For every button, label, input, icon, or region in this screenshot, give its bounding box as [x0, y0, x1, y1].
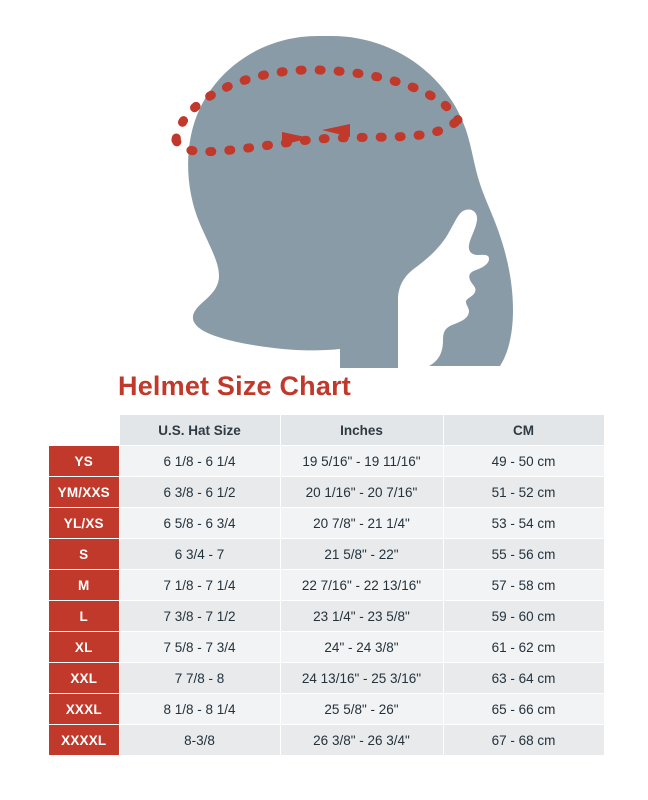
size-chart-table: [48, 414, 605, 756]
cell-us-hat-size: 6 5/8 - 6 3/4: [119, 508, 280, 539]
cell-inches: 24" - 24 3/8": [280, 632, 443, 663]
column-header-us-hat-size: U.S. Hat Size: [119, 415, 280, 446]
cell-inches: 25 5/8" - 26": [280, 694, 443, 725]
cell-cm: 67 - 68 cm: [443, 725, 604, 756]
cell-cm: 53 - 54 cm: [443, 508, 604, 539]
table-row: [49, 694, 605, 725]
column-header-cm: CM: [443, 415, 604, 446]
cell-us-hat-size: 7 1/8 - 7 1/4: [119, 570, 280, 601]
head-silhouette: [188, 36, 513, 368]
cell-cm: 61 - 62 cm: [443, 632, 604, 663]
cell-cm: 63 - 64 cm: [443, 663, 604, 694]
size-chart-container: [0, 402, 648, 756]
table-row: [49, 725, 605, 756]
size-label: XXXXL: [49, 725, 120, 756]
cell-inches: 20 1/16" - 20 7/16": [280, 477, 443, 508]
cell-inches: 20 7/8" - 21 1/4": [280, 508, 443, 539]
cell-us-hat-size: 6 3/4 - 7: [119, 539, 280, 570]
table-row: [49, 539, 605, 570]
table-row: [49, 477, 605, 508]
cell-us-hat-size: 8-3/8: [119, 725, 280, 756]
table-body: [49, 446, 605, 756]
table-row: [49, 663, 605, 694]
column-header-inches: Inches: [280, 415, 443, 446]
cell-us-hat-size: 8 1/8 - 8 1/4: [119, 694, 280, 725]
head-measurement-illustration: [0, 0, 648, 370]
table-row: [49, 570, 605, 601]
size-label: L: [49, 601, 120, 632]
cell-us-hat-size: 6 1/8 - 6 1/4: [119, 446, 280, 477]
cell-inches: 26 3/8" - 26 3/4": [280, 725, 443, 756]
size-label: YM/XXS: [49, 477, 120, 508]
size-label: YS: [49, 446, 120, 477]
cell-cm: 55 - 56 cm: [443, 539, 604, 570]
table-row: [49, 446, 605, 477]
cell-us-hat-size: 6 3/8 - 6 1/2: [119, 477, 280, 508]
cell-us-hat-size: 7 7/8 - 8: [119, 663, 280, 694]
cell-us-hat-size: 7 5/8 - 7 3/4: [119, 632, 280, 663]
cell-cm: 49 - 50 cm: [443, 446, 604, 477]
table-header: [49, 415, 605, 446]
cell-inches: 24 13/16" - 25 3/16": [280, 663, 443, 694]
cell-us-hat-size: 7 3/8 - 7 1/2: [119, 601, 280, 632]
size-label: M: [49, 570, 120, 601]
size-label: XXXL: [49, 694, 120, 725]
size-label: S: [49, 539, 120, 570]
cell-inches: 23 1/4" - 23 5/8": [280, 601, 443, 632]
table-corner-cell: [49, 415, 120, 446]
table-row: [49, 632, 605, 663]
size-label: XXL: [49, 663, 120, 694]
cell-inches: 21 5/8" - 22": [280, 539, 443, 570]
cell-inches: 19 5/16" - 19 11/16": [280, 446, 443, 477]
size-label: YL/XS: [49, 508, 120, 539]
cell-cm: 65 - 66 cm: [443, 694, 604, 725]
size-label: XL: [49, 632, 120, 663]
table-header-row: [49, 415, 605, 446]
table-row: [49, 508, 605, 539]
page-title: Helmet Size Chart: [118, 371, 351, 401]
head-profile-svg: [0, 0, 648, 370]
cell-cm: 59 - 60 cm: [443, 601, 604, 632]
cell-cm: 51 - 52 cm: [443, 477, 604, 508]
cell-cm: 57 - 58 cm: [443, 570, 604, 601]
table-row: [49, 601, 605, 632]
cell-inches: 22 7/16" - 22 13/16": [280, 570, 443, 601]
